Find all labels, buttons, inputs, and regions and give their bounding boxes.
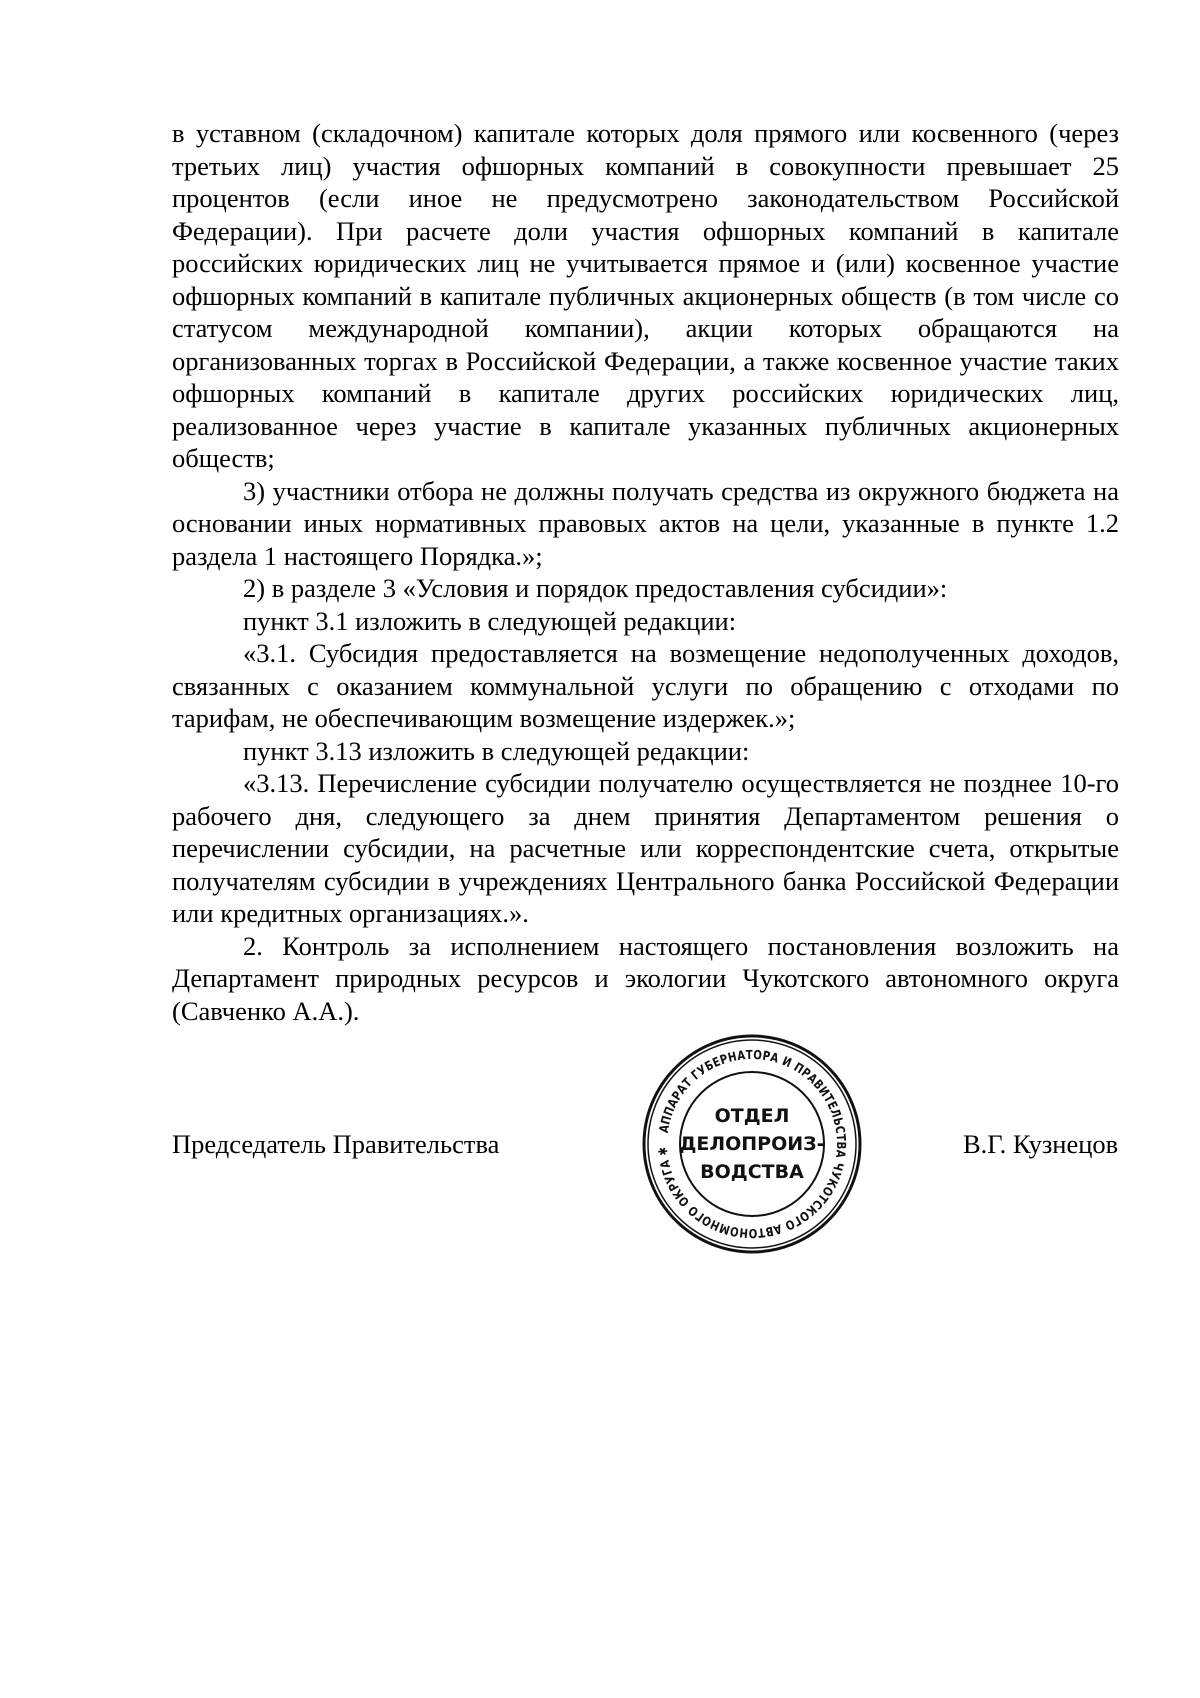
signatory-position: Председатель Правительства	[172, 1129, 500, 1159]
stamp-ring-label: АППАРАТ ГУБЕРНАТОРА И ПРАВИТЕЛЬСТВА ЧУКОТСКОГО АВТОНОМНОГО ОКРУГА ✱	[654, 1046, 850, 1242]
official-stamp	[640, 1032, 864, 1256]
paragraph-section-3-heading: 2) в разделе 3 «Условия и порядок предоставления субсидии»:	[243, 573, 948, 603]
signatory-name: В.Г. Кузнецов	[963, 1129, 1119, 1159]
paragraph-offshore-participation: в уставном (складочном) капитале которых доля прямого или косвенного (через третьих лиц) участия офшорных компаний в совокупности превышает 25 процентов (если иное не предусмотрено законодательством Российской Федерации). При расчете доли участия офшорных компаний в капитале российских юридических лиц не учитывается прямое и (или) косвенное участие офшорных компаний в капитале публичных акционерных обществ (в том числе со статусом международной компании), акции которых обращаются на организованных торгах в Российской Федерации, а также косвенное участие таких офшорных компаний в капитале других российских юридических лиц, реализованное через участие в капитале указанных публичных акционерных обществ;	[172, 118, 1119, 473]
stamp-center-line-2: ДЕЛОПРОИЗ-	[679, 1133, 825, 1155]
paragraph-control-clause: 2. Контроль за исполнением настоящего постановления возложить на Департамент природных ресурсов и экологии Чукотского автономного округа (Савченко А.А.).	[172, 930, 1119, 1026]
paragraph-point-3-13-intro: пункт 3.13 изложить в следующей редакции:	[243, 735, 750, 766]
paragraph-point-3-1-text: «3.1. Субсидия предоставляется на возмещение недополученных доходов, связанных с оказанием коммунальной услуги по обращению с отходами по тарифам, не обеспечивающим возмещение издержек.»;	[172, 638, 1119, 733]
paragraph-point-3-13-text: «3.13. Перечисление субсидии получателю осуществляется не позднее 10-го рабочего дня, следующего за днем принятия Департаментом решения о перечислении субсидии, на расчетные или корреспондентские счета, открытые получателям субсидии в учреждениях Центрального банка Российской Федерации или кредитных организациях.».	[172, 768, 1119, 928]
stamp-center-line-3: ВОДСТВА	[700, 1161, 804, 1183]
document-body	[172, 117, 1119, 1027]
paragraph-point-3-1-intro: пункт 3.1 изложить в следующей редакции:	[243, 605, 737, 636]
stamp-seal-icon	[640, 1032, 864, 1256]
stamp-center-line-1: ОТДЕЛ	[714, 1105, 790, 1127]
paragraph-item-3: 3) участники отбора не должны получать средства из окружного бюджета на основании иных нормативных правовых актов на цели, указанные в пункте 1.2 раздела 1 настоящего Порядка.»;	[172, 475, 1119, 571]
